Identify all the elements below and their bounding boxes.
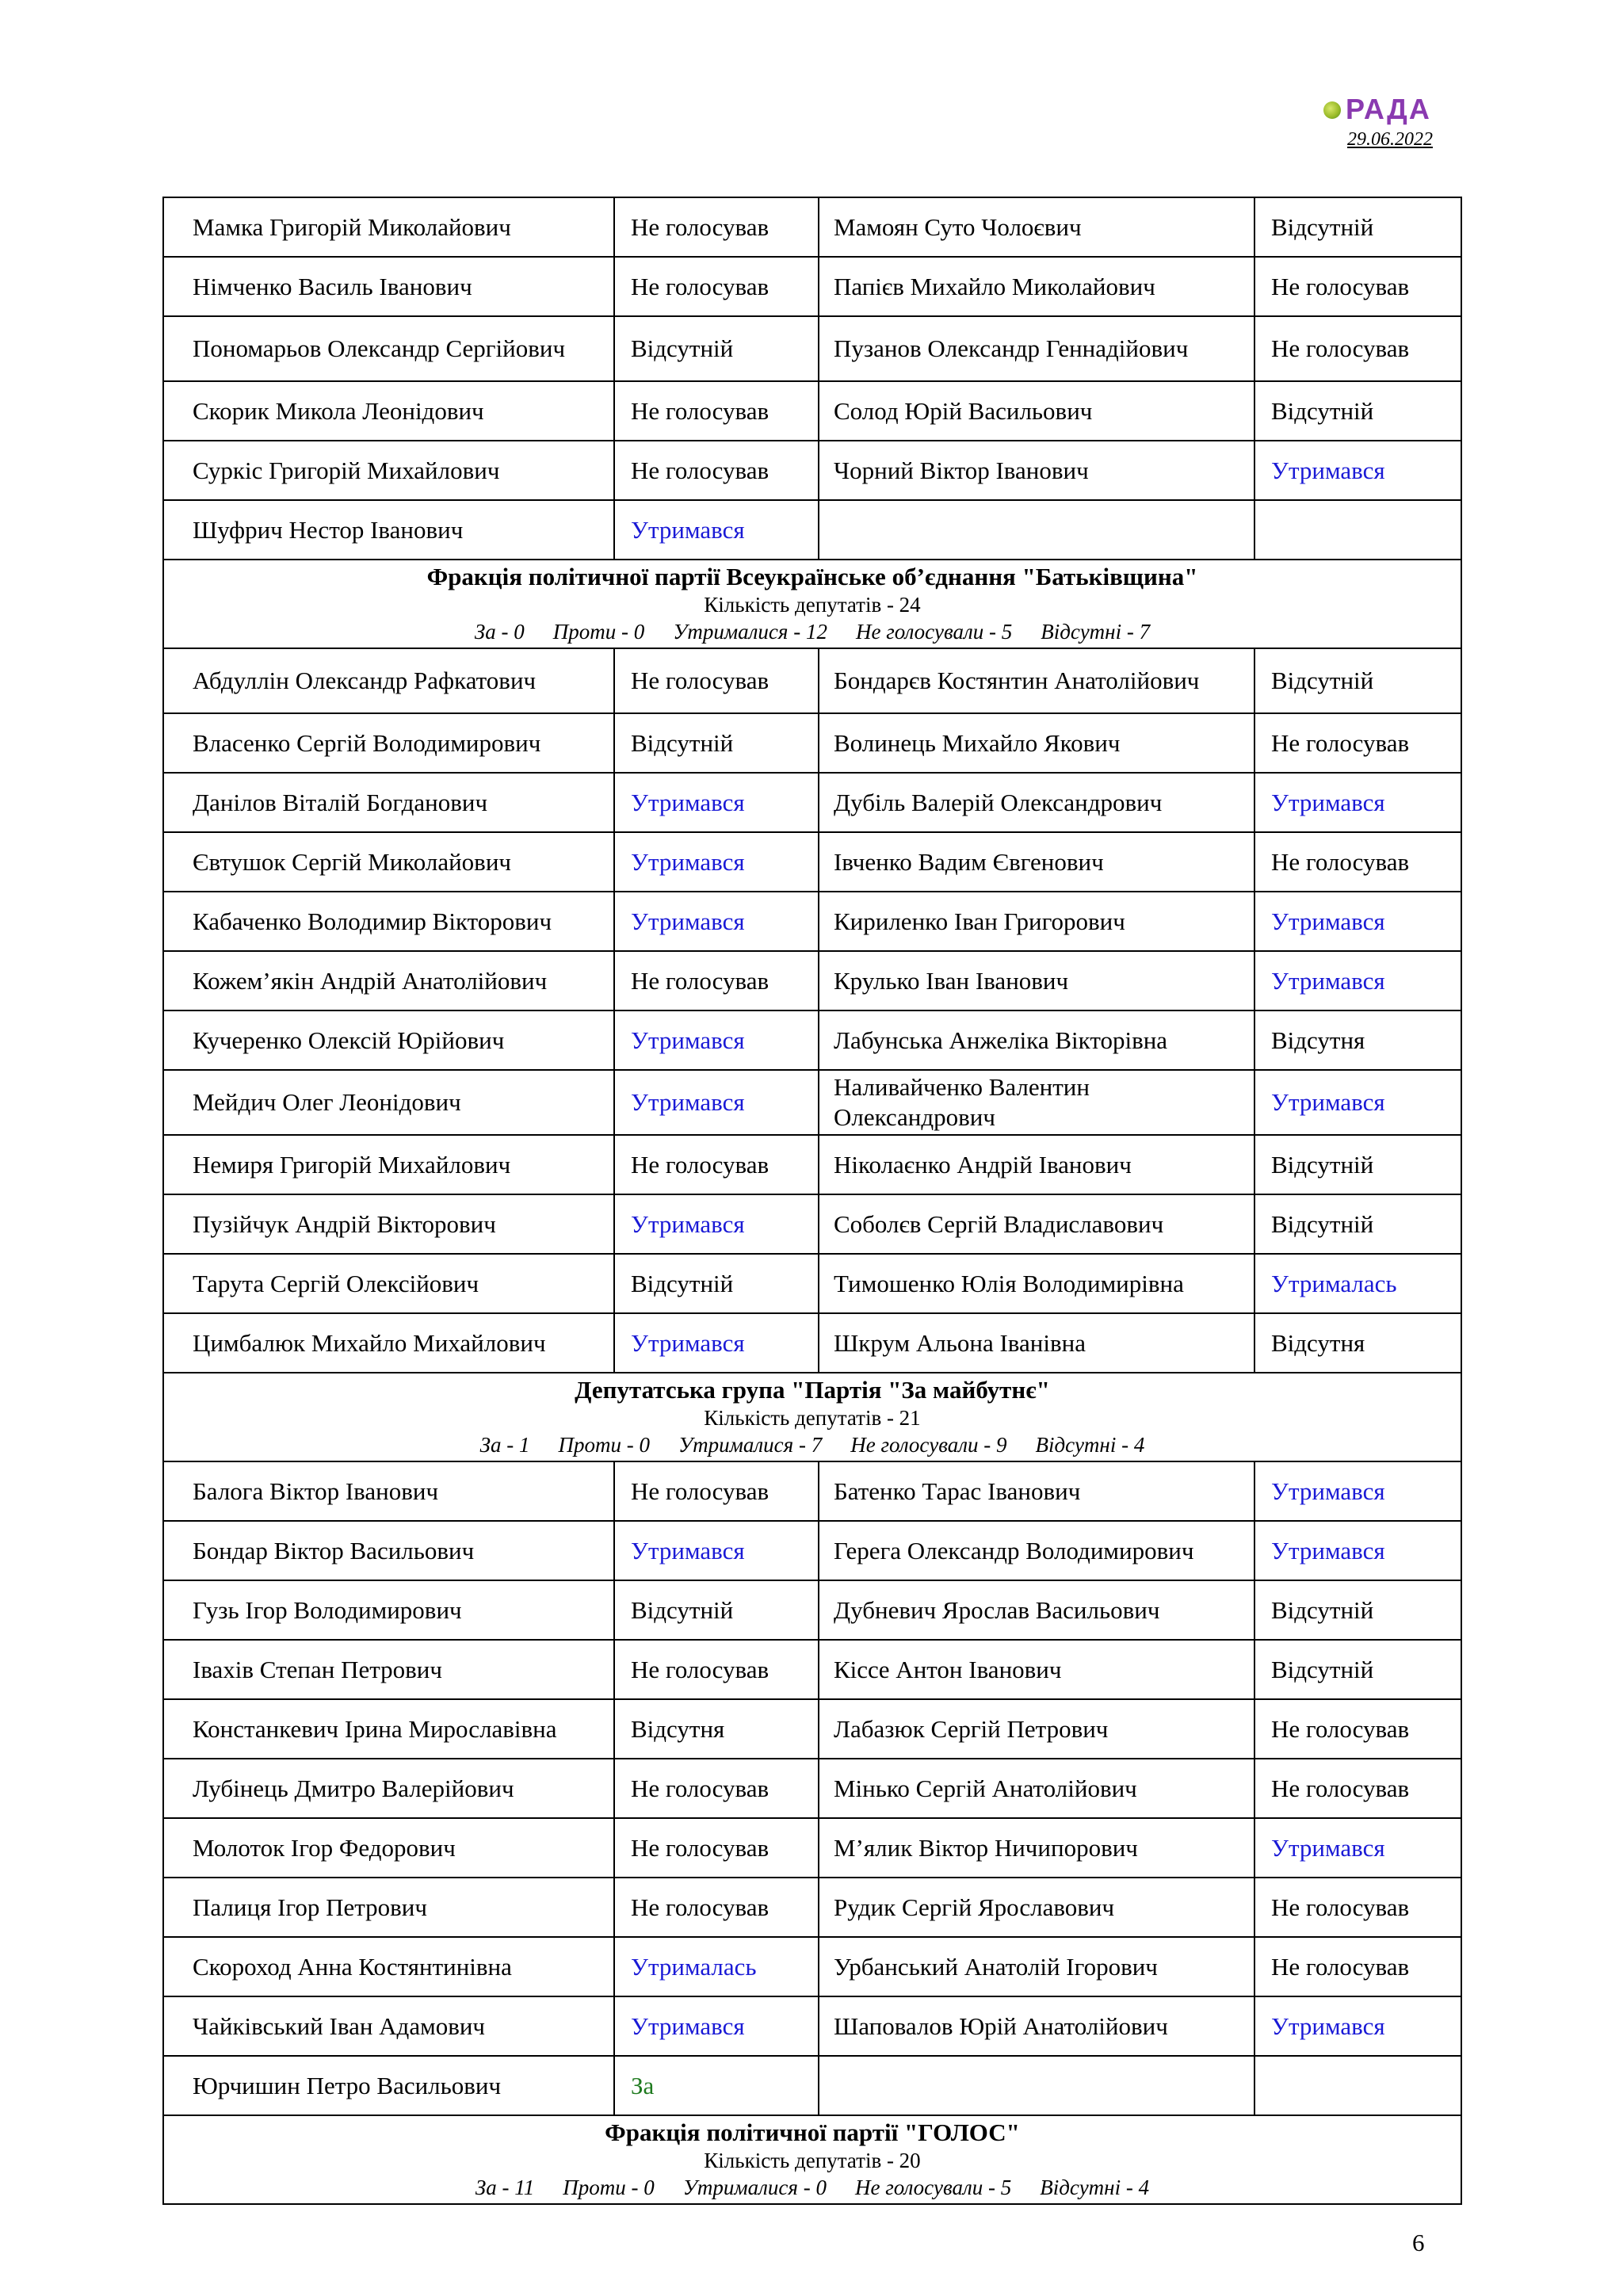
deputy-name: Немиря Григорій Михайлович	[163, 1135, 614, 1194]
deputy-name: Пономарьов Олександр Сергійович	[163, 316, 614, 381]
deputy-name: Соболєв Сергій Владиславович	[819, 1194, 1254, 1254]
deputy-name: Наливайченко Валентин Олександрович	[819, 1070, 1254, 1135]
deputy-name: Папієв Михайло Миколайович	[819, 257, 1254, 316]
deputy-name: Івченко Вадим Євгенович	[819, 832, 1254, 892]
deputy-name: Мінько Сергій Анатолійович	[819, 1759, 1254, 1818]
deputy-name: Батенко Тарас Іванович	[819, 1461, 1254, 1521]
deputy-name: Пузанов Олександр Геннадійович	[819, 316, 1254, 381]
faction-count: Кількість депутатів - 21	[704, 1406, 921, 1430]
deputy-name: Шуфрич Нестор Іванович	[163, 500, 614, 560]
deputy-name: Скорик Микола Леонідович	[163, 381, 614, 441]
vote-result: Утримався	[614, 892, 819, 951]
faction-stats: За - 0 Проти - 0 Утрималися - 12 Не голосували - 5 Відсутні - 7	[474, 620, 1151, 644]
vote-result: За	[614, 2056, 819, 2115]
deputy-name: Лабазюк Сергій Петрович	[819, 1699, 1254, 1759]
vote-result: Не голосував	[1254, 1759, 1461, 1818]
rada-logo	[1323, 93, 1434, 128]
deputy-name: Чайківський Іван Адамович	[163, 1996, 614, 2056]
deputy-name: Пузійчук Андрій Вікторович	[163, 1194, 614, 1254]
deputy-name: Лабунська Анжеліка Вікторівна	[819, 1010, 1254, 1070]
vote-result: Утримався	[614, 1070, 819, 1135]
vote-result: Відсутня	[614, 1699, 819, 1759]
table-row	[163, 1818, 1461, 1878]
vote-result: Не голосував	[614, 1135, 819, 1194]
deputy-name: Абдуллін Олександр Рафкатович	[163, 648, 614, 713]
vote-result: Не голосував	[614, 648, 819, 713]
table-row	[163, 648, 1461, 713]
vote-result: Не голосував	[614, 1878, 819, 1937]
table-row	[163, 1313, 1461, 1373]
deputy-name: Скороход Анна Костянтинівна	[163, 1937, 614, 1996]
empty-cell	[819, 500, 1254, 560]
vote-result: Не голосував	[614, 257, 819, 316]
deputy-name: Ніколаєнко Андрій Іванович	[819, 1135, 1254, 1194]
deputy-name: Мамка Григорій Миколайович	[163, 197, 614, 257]
table-row	[163, 1699, 1461, 1759]
deputy-name: Суркіс Григорій Михайлович	[163, 441, 614, 500]
table-row	[163, 1135, 1461, 1194]
deputy-name: Шкрум Альона Іванівна	[819, 1313, 1254, 1373]
deputy-name: Чорний Віктор Іванович	[819, 441, 1254, 500]
faction-title: Депутатська група "Партія "За майбутнє"	[575, 1376, 1050, 1404]
vote-result: Відсутня	[1254, 1010, 1461, 1070]
deputy-name: Гузь Ігор Володимирович	[163, 1580, 614, 1640]
table-row	[163, 1521, 1461, 1580]
logo-globe-icon	[1323, 101, 1341, 119]
vote-result: Утримався	[614, 1996, 819, 2056]
vote-result: Утримався	[614, 1313, 819, 1373]
vote-result: Утримався	[614, 773, 819, 832]
deputy-name: Рудик Сергій Ярославович	[819, 1878, 1254, 1937]
deputy-name: Солод Юрій Васильович	[819, 381, 1254, 441]
vote-result: Не голосував	[614, 381, 819, 441]
table-row	[163, 892, 1461, 951]
table-row	[163, 773, 1461, 832]
deputy-name: Тарута Сергій Олексійович	[163, 1254, 614, 1313]
vote-result: Утримався	[1254, 892, 1461, 951]
vote-result: Відсутній	[1254, 381, 1461, 441]
vote-result: Відсутній	[1254, 1135, 1461, 1194]
vote-result: Не голосував	[614, 951, 819, 1010]
vote-result: Утримався	[1254, 773, 1461, 832]
deputy-name: Урбанський Анатолій Ігорович	[819, 1937, 1254, 1996]
vote-result: Утрималась	[614, 1937, 819, 1996]
deputy-name: Балога Віктор Іванович	[163, 1461, 614, 1521]
deputy-name: Бондар Віктор Васильович	[163, 1521, 614, 1580]
faction-header	[163, 560, 1461, 648]
deputy-name: Констанкевич Ірина Мирославівна	[163, 1699, 614, 1759]
vote-result: Не голосував	[614, 1759, 819, 1818]
deputy-name: Євтушок Сергій Миколайович	[163, 832, 614, 892]
vote-result: Відсутній	[1254, 197, 1461, 257]
vote-result: Не голосував	[1254, 257, 1461, 316]
table-row	[163, 500, 1461, 560]
table-row	[163, 381, 1461, 441]
deputy-name: Бондарєв Костянтин Анатолійович	[819, 648, 1254, 713]
vote-result: Утримався	[1254, 1461, 1461, 1521]
vote-result: Утримався	[614, 1521, 819, 1580]
vote-result: Відсутній	[614, 1254, 819, 1313]
deputy-name: М’ялик Віктор Ничипорович	[819, 1818, 1254, 1878]
vote-result: Утрималась	[1254, 1254, 1461, 1313]
table-row	[163, 1254, 1461, 1313]
vote-result: Не голосував	[614, 197, 819, 257]
table-row	[163, 832, 1461, 892]
faction-count: Кількість депутатів - 24	[704, 593, 921, 617]
deputy-name: Тимошенко Юлія Володимирівна	[819, 1254, 1254, 1313]
empty-cell	[819, 2056, 1254, 2115]
deputy-name: Данілов Віталій Богданович	[163, 773, 614, 832]
deputy-name: Молоток Ігор Федорович	[163, 1818, 614, 1878]
vote-result: Відсутній	[1254, 1580, 1461, 1640]
vote-result: Утримався	[614, 1010, 819, 1070]
deputy-name: Кабаченко Володимир Вікторович	[163, 892, 614, 951]
faction-stats: За - 1 Проти - 0 Утрималися - 7 Не голосували - 9 Відсутні - 4	[479, 1433, 1145, 1457]
vote-result: Відсутня	[1254, 1313, 1461, 1373]
faction-count: Кількість депутатів - 20	[704, 2149, 921, 2172]
table-row	[163, 197, 1461, 257]
deputy-name: Кириленко Іван Григорович	[819, 892, 1254, 951]
table-row	[163, 1640, 1461, 1699]
deputy-name: Крулько Іван Іванович	[819, 951, 1254, 1010]
vote-result: Утримався	[1254, 1070, 1461, 1135]
deputy-name: Юрчишин Петро Васильович	[163, 2056, 614, 2115]
faction-stats: За - 11 Проти - 0 Утрималися - 0 Не голосували - 5 Відсутні - 4	[475, 2176, 1150, 2199]
faction-title: Фракція політичної партії "ГОЛОС"	[605, 2118, 1020, 2146]
deputy-name: Власенко Сергій Володимирович	[163, 713, 614, 773]
header-date: 29.06.2022	[1347, 129, 1433, 150]
table-row	[163, 1996, 1461, 2056]
table-row	[163, 316, 1461, 381]
vote-result: Відсутній	[1254, 648, 1461, 713]
vote-result: Не голосував	[614, 441, 819, 500]
vote-result: Утримався	[614, 500, 819, 560]
vote-result: Не голосував	[614, 1818, 819, 1878]
table-row	[163, 2056, 1461, 2115]
table-row	[163, 1759, 1461, 1818]
faction-summary	[163, 1373, 1461, 1461]
faction-summary	[163, 2115, 1461, 2204]
table-row	[163, 951, 1461, 1010]
empty-cell	[1254, 500, 1461, 560]
vote-result: Не голосував	[1254, 713, 1461, 773]
vote-result: Не голосував	[1254, 1699, 1461, 1759]
vote-result: Відсутній	[1254, 1640, 1461, 1699]
table-row	[163, 1580, 1461, 1640]
table-row	[163, 713, 1461, 773]
vote-result: Не голосував	[614, 1640, 819, 1699]
deputy-name: Дубіль Валерій Олександрович	[819, 773, 1254, 832]
faction-summary	[163, 560, 1461, 648]
table-row	[163, 1010, 1461, 1070]
deputy-name: Мамоян Суто Чолоєвич	[819, 197, 1254, 257]
table-row	[163, 1461, 1461, 1521]
page-number: 6	[1412, 2229, 1425, 2256]
deputy-name: Цимбалюк Михайло Михайлович	[163, 1313, 614, 1373]
deputy-name: Німченко Василь Іванович	[163, 257, 614, 316]
faction-header	[163, 2115, 1461, 2204]
vote-result: Не голосував	[1254, 1937, 1461, 1996]
vote-result: Відсутній	[614, 1580, 819, 1640]
deputy-name: Івахів Степан Петрович	[163, 1640, 614, 1699]
vote-result: Утримався	[1254, 1818, 1461, 1878]
deputy-name: Волинець Михайло Якович	[819, 713, 1254, 773]
vote-result: Не голосував	[614, 1461, 819, 1521]
vote-result: Утримався	[1254, 441, 1461, 500]
vote-result: Відсутній	[614, 316, 819, 381]
faction-header	[163, 1373, 1461, 1461]
vote-results-table	[162, 197, 1462, 2205]
table-row	[163, 1070, 1461, 1135]
deputy-name: Дубневич Ярослав Васильович	[819, 1580, 1254, 1640]
vote-result: Не голосував	[1254, 1878, 1461, 1937]
vote-result: Утримався	[1254, 1521, 1461, 1580]
deputy-name: Шаповалов Юрій Анатолійович	[819, 1996, 1254, 2056]
deputy-name: Лубінець Дмитро Валерійович	[163, 1759, 614, 1818]
vote-result: Не голосував	[1254, 316, 1461, 381]
vote-result: Утримався	[614, 1194, 819, 1254]
table-row	[163, 441, 1461, 500]
vote-result: Утримався	[1254, 1996, 1461, 2056]
vote-result: Відсутній	[614, 713, 819, 773]
logo-text: РАДА	[1346, 93, 1431, 125]
vote-result: Утримався	[614, 832, 819, 892]
vote-result: Не голосував	[1254, 832, 1461, 892]
deputy-name: Кожем’якін Андрій Анатолійович	[163, 951, 614, 1010]
faction-title: Фракція політичної партії Всеукраїнське об’єднання "Батьківщина"	[426, 563, 1198, 590]
deputy-name: Герега Олександр Володимирович	[819, 1521, 1254, 1580]
empty-cell	[1254, 2056, 1461, 2115]
table-row	[163, 1194, 1461, 1254]
table-row	[163, 257, 1461, 316]
deputy-name: Кучеренко Олексій Юрійович	[163, 1010, 614, 1070]
deputy-name: Мейдич Олег Леонідович	[163, 1070, 614, 1135]
table-row	[163, 1937, 1461, 1996]
vote-result: Відсутній	[1254, 1194, 1461, 1254]
vote-result: Утримався	[1254, 951, 1461, 1010]
deputy-name: Палиця Ігор Петрович	[163, 1878, 614, 1937]
table-row	[163, 1878, 1461, 1937]
deputy-name: Кісcе Антон Іванович	[819, 1640, 1254, 1699]
